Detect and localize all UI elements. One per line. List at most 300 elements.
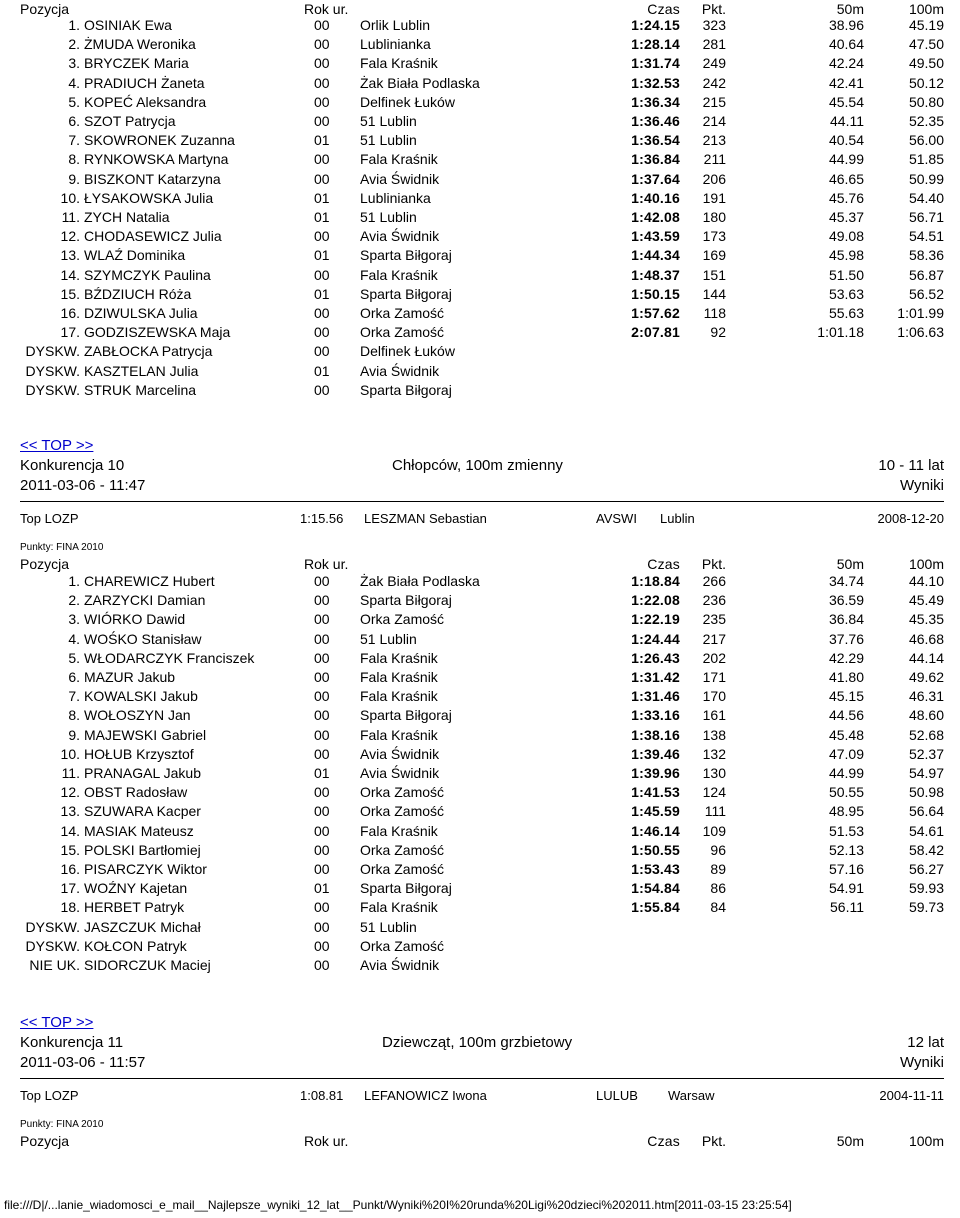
cell-s100: 46.68 <box>908 630 944 647</box>
cell-rok: 00 <box>314 93 330 110</box>
cell-rok: 00 <box>314 592 330 609</box>
cell-s100: 51.85 <box>908 151 944 168</box>
cell-pos: DYSKW. <box>25 937 80 954</box>
cell-s50: 41.80 <box>828 669 864 685</box>
cell-s100: 46.31 <box>908 688 944 705</box>
cell-s50: 40.64 <box>828 36 864 53</box>
record-club-code: LULUB <box>596 1088 638 1103</box>
cell-s100: 59.73 <box>908 899 944 916</box>
cell-club: Orka Zamość <box>360 324 445 341</box>
cell-s50: 36.59 <box>828 592 864 609</box>
cell-rok: 00 <box>314 803 330 820</box>
cell-s100: 50.99 <box>908 170 944 187</box>
cell-pkt: 173 <box>702 228 726 245</box>
cell-s50: 37.76 <box>828 630 864 647</box>
cell-s50: 44.99 <box>828 151 864 168</box>
cell-time: 1:31.74 <box>631 55 680 72</box>
cell-s50: 40.54 <box>828 132 864 149</box>
cell-time: 1:18.84 <box>631 573 680 589</box>
cell-pos: 1. <box>68 573 80 589</box>
cell-club: Lublinianka <box>360 189 431 206</box>
cell-time: 1:43.59 <box>631 228 680 245</box>
cell-club: Avia Świdnik <box>360 765 440 781</box>
cell-s50: 38.96 <box>828 17 864 33</box>
cell-pkt: 151 <box>702 266 726 283</box>
cell-name: MASIAK Mateusz <box>84 822 194 839</box>
cell-club: Avia Świdnik <box>360 957 440 973</box>
cell-pkt: 89 <box>710 861 726 877</box>
cell-rok: 00 <box>314 151 330 168</box>
top-link[interactable]: << TOP >> <box>20 437 94 454</box>
cell-club: Orka Zamość <box>360 305 445 321</box>
cell-time: 1:55.84 <box>631 899 680 916</box>
cell-s50: 51.53 <box>828 822 864 839</box>
cell-rok: 00 <box>314 74 330 91</box>
cell-rok: 01 <box>314 285 330 302</box>
cell-rok: 00 <box>314 649 330 666</box>
cell-name: MAJEWSKI Gabriel <box>84 726 207 743</box>
cell-club: Sparta Biłgoraj <box>360 707 452 724</box>
cell-rok: 00 <box>314 611 330 628</box>
cell-club: Delfinek Łuków <box>360 343 455 360</box>
cell-s50: 54.91 <box>828 880 864 897</box>
cell-pkt: 96 <box>710 841 726 858</box>
cell-name: KOWALSKI Jakub <box>84 688 198 705</box>
cell-rok: 00 <box>314 822 330 839</box>
cell-name: ZABŁOCKA Patrycja <box>84 343 213 360</box>
cell-pos: 8. <box>68 707 80 724</box>
cell-time: 1:31.42 <box>631 669 680 685</box>
cell-pos: NIE UK. <box>29 957 80 973</box>
results-label: Wyniki <box>899 1054 944 1071</box>
cell-s100: 49.62 <box>908 669 944 685</box>
cell-pos: 10. <box>60 189 80 206</box>
cell-time: 1:39.96 <box>631 765 680 781</box>
cell-pos: 3. <box>68 55 80 72</box>
top-link[interactable]: << TOP >> <box>20 1014 94 1031</box>
cell-club: Fala Kraśnik <box>360 266 438 283</box>
cell-s50: 53.63 <box>828 285 864 302</box>
result-row <box>0 227 960 246</box>
cell-rok: 01 <box>314 189 330 206</box>
event-age-group: 12 lat <box>907 1034 944 1051</box>
cell-name: SZUWARA Kacper <box>84 803 201 820</box>
record-date: 2008-12-20 <box>877 511 944 526</box>
column-header-row <box>0 1132 960 1151</box>
cell-s50: 42.41 <box>828 74 864 91</box>
header-rok: Rok ur. <box>304 556 349 572</box>
result-row <box>0 16 960 35</box>
cell-rok: 00 <box>314 957 330 973</box>
header-time: Czas <box>647 556 680 572</box>
cell-club: Fala Kraśnik <box>360 688 438 705</box>
cell-name: JASZCZUK Michał <box>84 918 201 935</box>
cell-rok: 00 <box>314 669 330 685</box>
cell-rok: 01 <box>314 247 330 264</box>
cell-club: Avia Świdnik <box>360 362 440 379</box>
cell-s50: 47.09 <box>828 745 864 762</box>
cell-club: Orka Zamość <box>360 861 445 877</box>
cell-pos: 18. <box>60 899 80 916</box>
result-row <box>0 170 960 189</box>
result-row <box>0 35 960 54</box>
cell-club: Avia Świdnik <box>360 228 440 245</box>
cell-pos: 3. <box>68 611 80 628</box>
cell-time: 1:36.34 <box>631 93 680 110</box>
cell-s100: 45.35 <box>908 611 944 628</box>
header-s100: 100m <box>908 1 944 17</box>
cell-pos: 17. <box>60 880 80 897</box>
result-row <box>0 285 960 304</box>
cell-pos: DYSKW. <box>25 918 80 935</box>
cell-pkt: 281 <box>702 36 726 53</box>
cell-rok: 00 <box>314 266 330 283</box>
cell-s50: 50.55 <box>828 784 864 801</box>
cell-pos: DYSKW. <box>25 381 80 398</box>
cell-s50: 45.54 <box>828 93 864 110</box>
header-time: Czas <box>647 1133 680 1149</box>
cell-rok: 00 <box>314 726 330 743</box>
cell-s100: 56.52 <box>908 285 944 302</box>
header-time: Czas <box>647 1 680 17</box>
header-pos: Pozycja <box>20 556 70 572</box>
cell-time: 1:41.53 <box>631 784 680 801</box>
cell-time: 1:24.44 <box>631 630 680 647</box>
record-time: 1:08.81 <box>300 1088 344 1103</box>
cell-pos: 5. <box>68 649 80 666</box>
file-path-footer: file:///D|/...lanie_wiadomosci_e_mail__Najlepsze_wyniki_12_lat__Punkt/Wyniki%20I%20runda%20Ligi%20dzieci%202011.htm[2011-03-15 23:25:54] <box>4 1198 792 1212</box>
cell-name: WŁODARCZYK Franciszek <box>84 649 255 666</box>
cell-club: Sparta Biłgoraj <box>360 381 452 398</box>
cell-time: 1:24.15 <box>631 17 680 33</box>
cell-time: 1:22.19 <box>631 611 680 628</box>
cell-s100: 56.64 <box>908 803 944 820</box>
cell-s50: 45.76 <box>828 189 864 206</box>
cell-name: WOŚKO Stanisław <box>84 630 202 647</box>
cell-pos: 13. <box>60 803 80 820</box>
cell-rok: 01 <box>314 209 330 225</box>
header-rok: Rok ur. <box>304 1133 349 1149</box>
record-divider <box>20 501 944 502</box>
result-row <box>0 783 960 802</box>
cell-club: Orka Zamość <box>360 803 445 820</box>
cell-name: ŻMUDA Weronika <box>84 36 196 53</box>
cell-time: 1:54.84 <box>631 880 680 897</box>
cell-name: SIDORCZUK Maciej <box>84 957 211 973</box>
cell-time: 1:48.37 <box>631 266 680 283</box>
cell-pkt: 92 <box>710 324 726 341</box>
cell-pkt: 242 <box>702 74 726 91</box>
cell-rok: 00 <box>314 55 330 72</box>
cell-name: MAZUR Jakub <box>84 669 176 685</box>
cell-s100: 56.71 <box>908 209 944 225</box>
cell-time: 1:42.08 <box>631 209 680 225</box>
cell-name: WIÓRKO Dawid <box>84 611 186 628</box>
cell-name: WLAŹ Dominika <box>84 247 186 264</box>
cell-rok: 01 <box>314 362 330 379</box>
cell-club: Orka Zamość <box>360 611 445 628</box>
cell-pos: 14. <box>60 822 80 839</box>
results-label: Wyniki <box>899 477 944 494</box>
cell-pos: 9. <box>68 170 80 187</box>
cell-pos: 6. <box>68 113 80 129</box>
cell-pos: 7. <box>68 688 80 705</box>
cell-pos: 2. <box>68 36 80 53</box>
cell-rok: 01 <box>314 132 330 149</box>
cell-pkt: 214 <box>702 113 726 129</box>
event-number: Konkurencja 10 <box>20 457 125 474</box>
cell-club: Avia Świdnik <box>360 745 440 762</box>
cell-name: POLSKI Bartłomiej <box>84 841 201 858</box>
cell-s50: 34.74 <box>828 573 864 589</box>
cell-s100: 44.10 <box>908 573 944 589</box>
cell-pkt: 161 <box>702 707 726 724</box>
cell-club: Fala Kraśnik <box>360 55 438 72</box>
cell-club: Lublinianka <box>360 36 431 53</box>
result-row <box>0 246 960 265</box>
cell-s100: 50.12 <box>908 74 944 91</box>
cell-rok: 00 <box>314 343 330 360</box>
cell-name: OBST Radosław <box>84 784 188 801</box>
cell-pkt: 211 <box>703 151 726 168</box>
result-row <box>0 131 960 150</box>
cell-pos: 1. <box>68 17 80 33</box>
cell-pos: 9. <box>68 726 80 743</box>
cell-time: 1:28.14 <box>631 36 680 53</box>
cell-club: Fala Kraśnik <box>360 151 438 168</box>
cell-s100: 48.60 <box>908 707 944 724</box>
cell-s50: 45.15 <box>828 688 864 705</box>
record-divider <box>20 1078 944 1079</box>
cell-s100: 58.36 <box>908 247 944 264</box>
cell-pos: 4. <box>68 630 80 647</box>
cell-pkt: 202 <box>702 649 726 666</box>
result-row <box>0 74 960 93</box>
result-row <box>0 630 960 649</box>
cell-club: 51 Lublin <box>360 113 417 129</box>
cell-rok: 00 <box>314 113 330 129</box>
cell-pkt: 109 <box>702 822 726 839</box>
cell-pkt: 84 <box>710 899 726 916</box>
cell-s50: 36.84 <box>828 611 864 628</box>
cell-s50: 45.48 <box>828 726 864 743</box>
cell-club: Delfinek Łuków <box>360 93 455 110</box>
record-date: 2004-11-11 <box>879 1088 944 1103</box>
cell-pkt: 266 <box>702 573 726 589</box>
cell-s100: 56.00 <box>908 132 944 149</box>
result-row <box>0 150 960 169</box>
result-row <box>0 304 960 323</box>
cell-pos: 16. <box>60 861 80 877</box>
cell-s50: 44.56 <box>828 707 864 724</box>
cell-time: 1:50.15 <box>631 285 680 302</box>
cell-pos: DYSKW. <box>25 343 80 360</box>
cell-rok: 00 <box>314 305 330 321</box>
result-row <box>0 726 960 745</box>
cell-rok: 00 <box>314 688 330 705</box>
cell-time: 1:45.59 <box>631 803 680 820</box>
cell-name: ZARZYCKI Damian <box>84 592 206 609</box>
cell-name: RYNKOWSKA Martyna <box>84 151 229 168</box>
result-row <box>0 610 960 629</box>
cell-pkt: 236 <box>702 592 726 609</box>
cell-pkt: 180 <box>702 209 726 225</box>
cell-name: PRANAGAL Jakub <box>84 765 201 781</box>
cell-time: 1:31.46 <box>631 688 680 705</box>
cell-pos: 11. <box>61 765 80 781</box>
cell-rok: 01 <box>314 765 330 781</box>
cell-pos: 15. <box>60 285 80 302</box>
result-row <box>0 208 960 227</box>
result-row <box>0 54 960 73</box>
cell-s100: 54.97 <box>908 765 944 781</box>
header-s50: 50m <box>836 1 864 17</box>
cell-time: 1:26.43 <box>631 649 680 666</box>
result-row <box>0 112 960 131</box>
cell-rok: 00 <box>314 573 330 589</box>
result-row <box>0 266 960 285</box>
cell-time: 1:36.46 <box>631 113 680 129</box>
record-label: Top LOZP <box>20 1088 79 1103</box>
result-row <box>0 841 960 860</box>
cell-name: CHAREWICZ Hubert <box>84 573 215 589</box>
cell-rok: 00 <box>314 841 330 858</box>
cell-s100: 44.14 <box>908 649 944 666</box>
cell-name: KOŁCON Patryk <box>84 937 187 954</box>
cell-s50: 55.63 <box>828 305 864 321</box>
cell-time: 1:40.16 <box>631 189 680 206</box>
header-pos: Pozycja <box>20 1133 70 1149</box>
cell-pos: 13. <box>60 247 80 264</box>
event-datetime: 2011-03-06 - 11:57 <box>20 1054 146 1071</box>
cell-s50: 42.29 <box>828 649 864 666</box>
cell-time: 1:44.34 <box>631 247 680 264</box>
cell-club: 51 Lublin <box>360 132 417 149</box>
cell-time: 1:37.64 <box>631 170 680 187</box>
cell-s100: 54.61 <box>908 822 944 839</box>
cell-club: Orlik Lublin <box>360 17 431 33</box>
header-s50: 50m <box>836 556 864 572</box>
cell-name: KOPEĆ Aleksandra <box>84 93 207 110</box>
cell-pos: DYSKW. <box>25 362 80 379</box>
cell-s50: 1:01.18 <box>817 324 864 341</box>
cell-s100: 45.19 <box>908 17 944 33</box>
cell-s100: 45.49 <box>908 592 944 609</box>
cell-s50: 51.50 <box>828 266 864 283</box>
cell-rok: 00 <box>314 937 330 954</box>
cell-s50: 42.24 <box>828 55 864 72</box>
cell-pos: 17. <box>60 324 80 341</box>
cell-s50: 45.98 <box>828 247 864 264</box>
result-row <box>0 668 960 687</box>
points-label: Punkty: FINA 2010 <box>20 542 104 553</box>
cell-club: Sparta Biłgoraj <box>360 592 452 609</box>
cell-rok: 00 <box>314 324 330 341</box>
cell-time: 1:22.08 <box>631 592 680 609</box>
result-row <box>0 764 960 783</box>
cell-s100: 56.87 <box>908 266 944 283</box>
cell-club: 51 Lublin <box>360 630 417 647</box>
cell-s100: 49.50 <box>908 55 944 72</box>
result-row <box>0 918 960 937</box>
cell-time: 1:33.16 <box>631 707 680 724</box>
cell-rok: 00 <box>314 745 330 762</box>
cell-s100: 50.80 <box>908 93 944 110</box>
cell-s100: 54.51 <box>908 228 944 245</box>
cell-name: WOŁOSZYN Jan <box>84 707 191 724</box>
cell-name: CHODASEWICZ Julia <box>84 228 222 245</box>
cell-s100: 50.98 <box>908 784 944 801</box>
cell-s100: 47.50 <box>908 36 944 53</box>
cell-pkt: 169 <box>702 247 726 264</box>
cell-club: Sparta Biłgoraj <box>360 285 452 302</box>
cell-s100: 1:01.99 <box>897 305 944 321</box>
cell-club: Orka Zamość <box>360 784 445 801</box>
header-pos: Pozycja <box>20 1 70 17</box>
cell-name: OSINIAK Ewa <box>84 17 172 33</box>
cell-pkt: 132 <box>702 745 726 762</box>
cell-rok: 00 <box>314 170 330 187</box>
cell-name: SKOWRONEK Zuzanna <box>84 132 235 149</box>
cell-time: 1:36.54 <box>631 132 680 149</box>
cell-name: PRADIUCH Żaneta <box>84 74 205 91</box>
cell-club: 51 Lublin <box>360 209 417 225</box>
cell-name: SZYMCZYK Paulina <box>84 266 211 283</box>
cell-pkt: 215 <box>702 93 726 110</box>
cell-rok: 00 <box>314 918 330 935</box>
cell-s100: 52.35 <box>908 113 944 129</box>
result-row <box>0 898 960 917</box>
cell-name: BISZKONT Katarzyna <box>84 170 221 187</box>
result-row <box>0 706 960 725</box>
cell-s50: 52.13 <box>828 841 864 858</box>
cell-pkt: 130 <box>702 765 726 781</box>
cell-s100: 59.93 <box>908 880 944 897</box>
result-row <box>0 342 960 361</box>
cell-pos: 12. <box>60 228 80 245</box>
header-s100: 100m <box>908 556 944 572</box>
cell-name: WOŹNY Kajetan <box>84 880 188 897</box>
cell-pkt: 111 <box>704 803 726 820</box>
event-age-group: 10 - 11 lat <box>878 457 944 474</box>
cell-club: Żak Biała Podlaska <box>360 573 480 589</box>
cell-s50: 44.11 <box>830 113 864 129</box>
cell-name: ZYCH Natalia <box>84 209 170 225</box>
result-row <box>0 860 960 879</box>
cell-name: PISARCZYK Wiktor <box>84 861 207 877</box>
result-row <box>0 937 960 956</box>
cell-pos: 7. <box>68 132 80 149</box>
record-holder: LEFANOWICZ Iwona <box>364 1088 487 1103</box>
cell-rok: 00 <box>314 381 330 398</box>
cell-name: DZIWULSKA Julia <box>84 305 198 321</box>
cell-pos: 10. <box>60 745 80 762</box>
cell-pkt: 124 <box>702 784 726 801</box>
result-row <box>0 381 960 400</box>
cell-pkt: 191 <box>702 189 726 206</box>
cell-pkt: 171 <box>702 669 726 685</box>
cell-rok: 00 <box>314 784 330 801</box>
cell-pkt: 144 <box>702 285 726 302</box>
cell-time: 1:57.62 <box>631 305 680 321</box>
cell-s100: 56.27 <box>908 861 944 877</box>
cell-name: STRUK Marcelina <box>84 381 197 398</box>
cell-rok: 00 <box>314 228 330 245</box>
cell-time: 1:38.16 <box>631 726 680 743</box>
cell-pkt: 170 <box>702 688 726 705</box>
header-pkt: Pkt. <box>701 1 726 17</box>
cell-time: 1:39.46 <box>631 745 680 762</box>
